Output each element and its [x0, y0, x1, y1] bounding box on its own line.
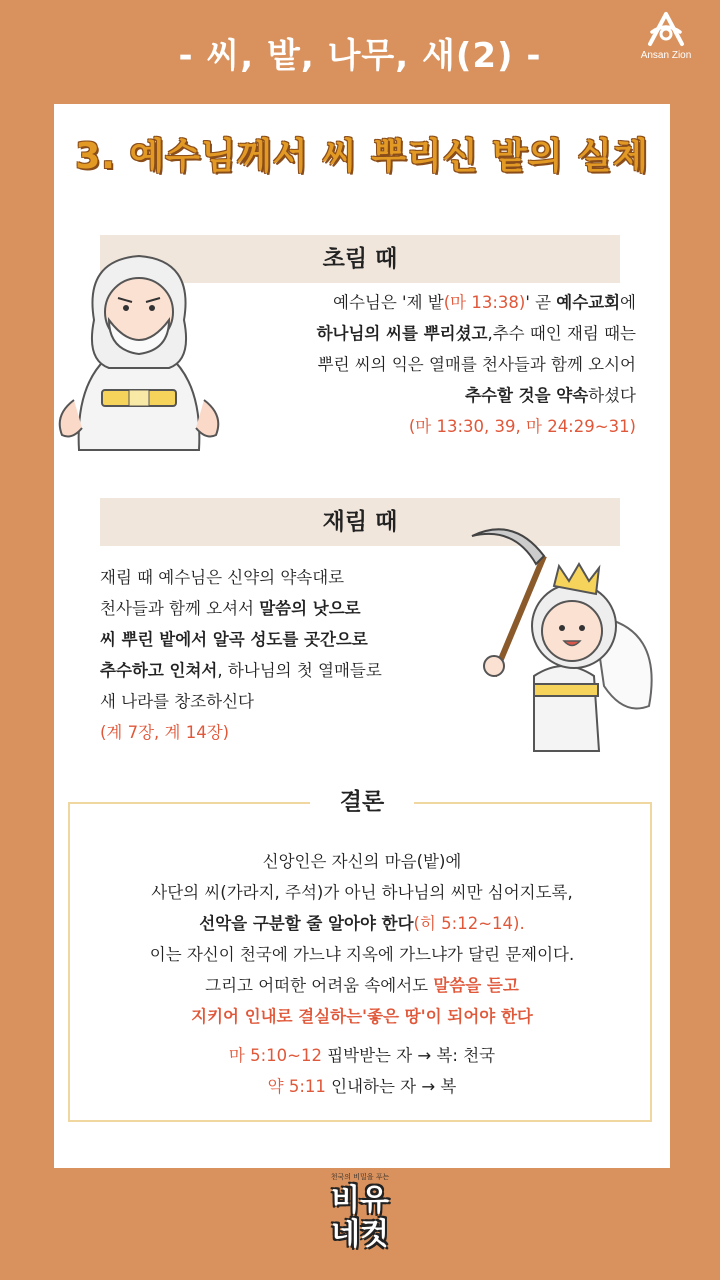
conclusion-heading: 결론: [310, 784, 414, 820]
first-coming-text: [246, 287, 636, 442]
ansan-zion-logo-icon: [644, 10, 688, 48]
footer-tagline: 천국의 비밀을 푸는: [330, 1173, 390, 1181]
conclusion-text: [74, 846, 650, 1032]
verse-text: 핍박받는 자 → 복: 천국: [321, 1046, 496, 1065]
footer-title-line2: 네컷: [331, 1217, 389, 1252]
text-segment: ' 곧: [525, 293, 557, 312]
footer-title-line1: 비유: [331, 1183, 389, 1218]
scripture-ref: (마 13:30, 39, 마 24:29~31): [408, 417, 636, 436]
verse-text: 인내하는 자 → 복: [325, 1077, 457, 1096]
scripture-ref: (계 7장, 계 14장): [100, 723, 230, 742]
text-segment: 그리고 어떠한 어려움 속에서도: [205, 976, 434, 995]
content-card: [54, 104, 670, 1168]
highlight-text: 말씀을 듣고: [433, 976, 519, 995]
second-coming-text: [100, 562, 460, 748]
footer-logo: [305, 1172, 415, 1272]
section-title: 3. 예수님께서 씨 뿌리신 밭의 실체: [75, 136, 649, 177]
header-title: - 씨, 밭, 나무, 새(2) -: [178, 36, 542, 76]
text-segment: 하셨다: [588, 386, 636, 405]
highlight-text: 지키어 인내로 결실하는'좋은 땅'이 되어야 한다: [191, 1007, 533, 1026]
text-segment: 신앙인은 자신의 마음(밭)에: [262, 852, 462, 871]
scripture-ref: (마 13:38): [443, 293, 526, 312]
text-segment: 에: [620, 293, 636, 312]
bold-text: 말씀의 낫으로: [259, 599, 361, 618]
text-segment: , 하나님의 첫 열매들로: [217, 661, 382, 680]
bold-text: 하나님의 씨를 뿌리셨고: [316, 324, 488, 343]
text-segment: 이는 자신이 천국에 가느냐 지옥에 가느냐가 달린 문제이다.: [149, 945, 575, 964]
bold-text: 씨 뿌린 밭에서 알곡 성도를 곳간으로: [100, 630, 368, 649]
bold-text: 추수할 것을 약속: [465, 386, 589, 405]
scripture-ref: (히 5:12~14).: [413, 914, 525, 933]
text-segment: 재림 때 예수님은 신약의 약속대로: [100, 568, 345, 587]
bold-text: 추수하고 인쳐서: [100, 661, 218, 680]
angel-with-sickle-illustration-icon: [464, 516, 664, 756]
first-coming-heading: 초림 때: [100, 235, 620, 283]
brand-text: Ansan Zion: [640, 50, 692, 61]
verse-list: [74, 1040, 650, 1102]
text-segment: 뿌린 씨의 익은 열매를 천사들과 함께 오시어: [317, 355, 636, 374]
text-segment: 사단의 씨(가라지, 주석)가 아닌 하나님의 씨만 심어지도록,: [151, 883, 573, 902]
text-segment: 천사들과 함께 오셔서: [100, 599, 260, 618]
brand-logo: [626, 10, 706, 61]
scripture-ref: 마 5:10~12: [228, 1046, 322, 1065]
jesus-illustration-icon: [54, 250, 224, 470]
scripture-ref: 약 5:11: [267, 1077, 326, 1096]
text-segment: ,추수 때인 재림 때는: [487, 324, 636, 343]
bold-text: 선악을 구분할 줄 알아야 한다: [199, 914, 414, 933]
text-segment: 새 나라를 창조하신다: [100, 692, 254, 711]
second-coming-heading: 재림 때: [100, 498, 620, 546]
text-segment: 예수님은 '제 밭: [333, 293, 444, 312]
bold-text: 예수교회: [556, 293, 621, 312]
